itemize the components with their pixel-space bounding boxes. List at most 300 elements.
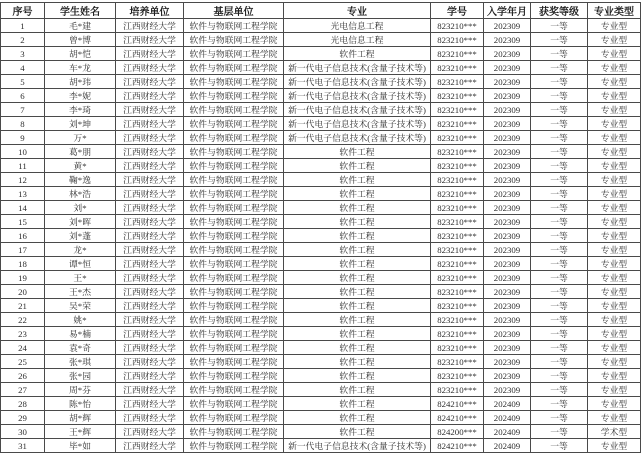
cell: 专业型 bbox=[588, 327, 641, 341]
cell: 823210*** bbox=[431, 159, 484, 173]
cell: 软件与物联网工程学院 bbox=[184, 19, 284, 33]
cell: 刘*晖 bbox=[45, 215, 116, 229]
cell: 202309 bbox=[484, 19, 531, 33]
cell: 学术型 bbox=[588, 425, 641, 439]
header-cell: 获奖等级 bbox=[531, 3, 588, 19]
cell: 一等 bbox=[531, 187, 588, 201]
cell: 软件工程 bbox=[284, 271, 431, 285]
cell: 专业型 bbox=[588, 173, 641, 187]
table-row bbox=[1, 257, 641, 271]
header-cell: 入学年月 bbox=[484, 3, 531, 19]
cell: 软件与物联网工程学院 bbox=[184, 47, 284, 61]
table-row bbox=[1, 201, 641, 215]
cell: 张*园 bbox=[45, 369, 116, 383]
cell: 软件与物联网工程学院 bbox=[184, 215, 284, 229]
table-row bbox=[1, 285, 641, 299]
cell: 专业型 bbox=[588, 215, 641, 229]
cell: 江西财经大学 bbox=[116, 341, 184, 355]
cell: 软件与物联网工程学院 bbox=[184, 131, 284, 145]
table-row bbox=[1, 215, 641, 229]
cell: 专业型 bbox=[588, 47, 641, 61]
cell: 202309 bbox=[484, 243, 531, 257]
table-row bbox=[1, 369, 641, 383]
cell: 李*琦 bbox=[45, 103, 116, 117]
cell: 江西财经大学 bbox=[116, 383, 184, 397]
cell: 824200*** bbox=[431, 425, 484, 439]
cell: 新一代电子信息技术(含量子技术等) bbox=[284, 117, 431, 131]
cell: 一等 bbox=[531, 117, 588, 131]
table-row bbox=[1, 425, 641, 439]
cell: 江西财经大学 bbox=[116, 369, 184, 383]
cell: 823210*** bbox=[431, 285, 484, 299]
cell: 一等 bbox=[531, 47, 588, 61]
cell: 202309 bbox=[484, 285, 531, 299]
cell: 202309 bbox=[484, 327, 531, 341]
cell: 823210*** bbox=[431, 355, 484, 369]
cell: 王* bbox=[45, 271, 116, 285]
cell: 4 bbox=[1, 61, 45, 75]
cell: 软件与物联网工程学院 bbox=[184, 285, 284, 299]
cell: 江西财经大学 bbox=[116, 215, 184, 229]
cell: 江西财经大学 bbox=[116, 75, 184, 89]
cell: 软件工程 bbox=[284, 187, 431, 201]
cell: 6 bbox=[1, 89, 45, 103]
cell: 袁*奇 bbox=[45, 341, 116, 355]
cell: 一等 bbox=[531, 425, 588, 439]
cell: 14 bbox=[1, 201, 45, 215]
cell: 软件与物联网工程学院 bbox=[184, 103, 284, 117]
cell: 3 bbox=[1, 47, 45, 61]
cell: 823210*** bbox=[431, 271, 484, 285]
header-cell: 基层单位 bbox=[184, 3, 284, 19]
cell: 823210*** bbox=[431, 257, 484, 271]
table-row bbox=[1, 271, 641, 285]
cell: 823210*** bbox=[431, 383, 484, 397]
cell: 202309 bbox=[484, 145, 531, 159]
cell: 陈*怡 bbox=[45, 397, 116, 411]
cell: 30 bbox=[1, 425, 45, 439]
cell: 软件与物联网工程学院 bbox=[184, 173, 284, 187]
cell: 软件与物联网工程学院 bbox=[184, 425, 284, 439]
cell: 软件与物联网工程学院 bbox=[184, 411, 284, 425]
cell: 软件与物联网工程学院 bbox=[184, 355, 284, 369]
cell: 202309 bbox=[484, 131, 531, 145]
cell: 202409 bbox=[484, 439, 531, 453]
cell: 一等 bbox=[531, 145, 588, 159]
cell: 7 bbox=[1, 103, 45, 117]
cell: 专业型 bbox=[588, 271, 641, 285]
cell: 823210*** bbox=[431, 341, 484, 355]
cell: 823210*** bbox=[431, 327, 484, 341]
cell: 823210*** bbox=[431, 117, 484, 131]
cell: 202309 bbox=[484, 201, 531, 215]
cell: 王*辉 bbox=[45, 425, 116, 439]
cell: 软件工程 bbox=[284, 355, 431, 369]
cell: 823210*** bbox=[431, 369, 484, 383]
cell: 软件与物联网工程学院 bbox=[184, 271, 284, 285]
cell: 202309 bbox=[484, 173, 531, 187]
table-row bbox=[1, 383, 641, 397]
header-cell: 专业类型 bbox=[588, 3, 641, 19]
cell: 刘*坤 bbox=[45, 117, 116, 131]
cell: 专业型 bbox=[588, 341, 641, 355]
cell: 专业型 bbox=[588, 89, 641, 103]
cell: 软件与物联网工程学院 bbox=[184, 187, 284, 201]
cell: 软件工程 bbox=[284, 425, 431, 439]
cell: 823210*** bbox=[431, 19, 484, 33]
cell: 专业型 bbox=[588, 229, 641, 243]
cell: 一等 bbox=[531, 103, 588, 117]
cell: 江西财经大学 bbox=[116, 19, 184, 33]
cell: 万* bbox=[45, 131, 116, 145]
cell: 专业型 bbox=[588, 117, 641, 131]
cell: 胡*恺 bbox=[45, 47, 116, 61]
cell: 刘*蓬 bbox=[45, 229, 116, 243]
cell: 202309 bbox=[484, 257, 531, 271]
header-cell: 学生姓名 bbox=[45, 3, 116, 19]
cell: 专业型 bbox=[588, 397, 641, 411]
cell: 刘* bbox=[45, 201, 116, 215]
cell: 江西财经大学 bbox=[116, 327, 184, 341]
table-row bbox=[1, 89, 641, 103]
cell: 一等 bbox=[531, 299, 588, 313]
header-cell: 培养单位 bbox=[116, 3, 184, 19]
cell: 10 bbox=[1, 145, 45, 159]
cell: 江西财经大学 bbox=[116, 439, 184, 453]
cell: 光电信息工程 bbox=[284, 19, 431, 33]
cell: 江西财经大学 bbox=[116, 131, 184, 145]
cell: 823210*** bbox=[431, 229, 484, 243]
cell: 龙* bbox=[45, 243, 116, 257]
cell: 专业型 bbox=[588, 439, 641, 453]
cell: 202309 bbox=[484, 299, 531, 313]
table-row bbox=[1, 243, 641, 257]
table-row bbox=[1, 47, 641, 61]
cell: 软件工程 bbox=[284, 47, 431, 61]
header-cell: 学号 bbox=[431, 3, 484, 19]
cell: 专业型 bbox=[588, 131, 641, 145]
cell: 江西财经大学 bbox=[116, 411, 184, 425]
cell: 专业型 bbox=[588, 411, 641, 425]
cell: 一等 bbox=[531, 229, 588, 243]
cell: 李*妮 bbox=[45, 89, 116, 103]
cell: 江西财经大学 bbox=[116, 33, 184, 47]
cell: 新一代电子信息技术(含量子技术等) bbox=[284, 131, 431, 145]
cell: 一等 bbox=[531, 173, 588, 187]
cell: 1 bbox=[1, 19, 45, 33]
cell: 软件与物联网工程学院 bbox=[184, 397, 284, 411]
cell: 22 bbox=[1, 313, 45, 327]
table-row bbox=[1, 33, 641, 47]
cell: 软件工程 bbox=[284, 173, 431, 187]
cell: 823210*** bbox=[431, 131, 484, 145]
table-row bbox=[1, 229, 641, 243]
cell: 202309 bbox=[484, 75, 531, 89]
cell: 823210*** bbox=[431, 47, 484, 61]
cell: 18 bbox=[1, 257, 45, 271]
cell: 软件工程 bbox=[284, 327, 431, 341]
cell: 9 bbox=[1, 131, 45, 145]
cell: 一等 bbox=[531, 257, 588, 271]
cell: 江西财经大学 bbox=[116, 271, 184, 285]
table-row bbox=[1, 313, 641, 327]
cell: 13 bbox=[1, 187, 45, 201]
cell: 江西财经大学 bbox=[116, 103, 184, 117]
cell: 一等 bbox=[531, 327, 588, 341]
cell: 27 bbox=[1, 383, 45, 397]
cell: 202409 bbox=[484, 411, 531, 425]
cell: 823210*** bbox=[431, 201, 484, 215]
cell: 一等 bbox=[531, 131, 588, 145]
cell: 江西财经大学 bbox=[116, 257, 184, 271]
cell: 软件与物联网工程学院 bbox=[184, 117, 284, 131]
cell: 葛*朋 bbox=[45, 145, 116, 159]
cell: 江西财经大学 bbox=[116, 397, 184, 411]
cell: 软件工程 bbox=[284, 299, 431, 313]
cell: 光电信息工程 bbox=[284, 33, 431, 47]
cell: 软件工程 bbox=[284, 215, 431, 229]
cell: 202309 bbox=[484, 271, 531, 285]
cell: 12 bbox=[1, 173, 45, 187]
cell: 软件与物联网工程学院 bbox=[184, 257, 284, 271]
cell: 江西财经大学 bbox=[116, 201, 184, 215]
cell: 20 bbox=[1, 285, 45, 299]
cell: 软件工程 bbox=[284, 201, 431, 215]
table-row bbox=[1, 411, 641, 425]
cell: 一等 bbox=[531, 341, 588, 355]
table-row bbox=[1, 61, 641, 75]
cell: 新一代电子信息技术(含量子技术等) bbox=[284, 103, 431, 117]
cell: 823210*** bbox=[431, 215, 484, 229]
cell: 软件工程 bbox=[284, 159, 431, 173]
cell: 26 bbox=[1, 369, 45, 383]
cell: 软件工程 bbox=[284, 341, 431, 355]
cell: 823210*** bbox=[431, 313, 484, 327]
cell: 202309 bbox=[484, 61, 531, 75]
cell: 软件与物联网工程学院 bbox=[184, 145, 284, 159]
cell: 江西财经大学 bbox=[116, 355, 184, 369]
cell: 一等 bbox=[531, 355, 588, 369]
cell: 周*芬 bbox=[45, 383, 116, 397]
cell: 江西财经大学 bbox=[116, 159, 184, 173]
cell: 5 bbox=[1, 75, 45, 89]
table-row bbox=[1, 187, 641, 201]
table-row bbox=[1, 173, 641, 187]
cell: 软件与物联网工程学院 bbox=[184, 61, 284, 75]
cell: 一等 bbox=[531, 89, 588, 103]
cell: 823210*** bbox=[431, 187, 484, 201]
cell: 202309 bbox=[484, 229, 531, 243]
cell: 软件工程 bbox=[284, 369, 431, 383]
cell: 823210*** bbox=[431, 243, 484, 257]
table-row bbox=[1, 145, 641, 159]
cell: 一等 bbox=[531, 159, 588, 173]
cell: 软件与物联网工程学院 bbox=[184, 201, 284, 215]
cell: 823210*** bbox=[431, 103, 484, 117]
cell: 专业型 bbox=[588, 369, 641, 383]
cell: 专业型 bbox=[588, 187, 641, 201]
cell: 202309 bbox=[484, 383, 531, 397]
cell: 一等 bbox=[531, 383, 588, 397]
cell: 202309 bbox=[484, 117, 531, 131]
cell: 202309 bbox=[484, 159, 531, 173]
cell: 一等 bbox=[531, 313, 588, 327]
cell: 一等 bbox=[531, 19, 588, 33]
cell: 专业型 bbox=[588, 201, 641, 215]
table-row bbox=[1, 439, 641, 453]
header-row bbox=[1, 3, 641, 19]
cell: 毕*如 bbox=[45, 439, 116, 453]
cell: 202309 bbox=[484, 355, 531, 369]
cell: 202309 bbox=[484, 215, 531, 229]
cell: 新一代电子信息技术(含量子技术等) bbox=[284, 89, 431, 103]
table-body bbox=[1, 19, 641, 453]
cell: 江西财经大学 bbox=[116, 173, 184, 187]
cell: 江西财经大学 bbox=[116, 117, 184, 131]
cell: 软件与物联网工程学院 bbox=[184, 313, 284, 327]
cell: 202309 bbox=[484, 47, 531, 61]
cell: 毛*建 bbox=[45, 19, 116, 33]
cell: 一等 bbox=[531, 285, 588, 299]
cell: 江西财经大学 bbox=[116, 47, 184, 61]
cell: 软件与物联网工程学院 bbox=[184, 243, 284, 257]
cell: 823210*** bbox=[431, 145, 484, 159]
cell: 软件与物联网工程学院 bbox=[184, 439, 284, 453]
cell: 新一代电子信息技术(含量子技术等) bbox=[284, 61, 431, 75]
cell: 专业型 bbox=[588, 299, 641, 313]
header-cell: 序号 bbox=[1, 3, 45, 19]
table-row bbox=[1, 341, 641, 355]
cell: 823210*** bbox=[431, 173, 484, 187]
cell: 江西财经大学 bbox=[116, 145, 184, 159]
cell: 江西财经大学 bbox=[116, 243, 184, 257]
cell: 姚* bbox=[45, 313, 116, 327]
cell: 软件工程 bbox=[284, 313, 431, 327]
cell: 11 bbox=[1, 159, 45, 173]
cell: 202309 bbox=[484, 313, 531, 327]
cell: 专业型 bbox=[588, 257, 641, 271]
cell: 202309 bbox=[484, 369, 531, 383]
cell: 黄* bbox=[45, 159, 116, 173]
cell: 软件与物联网工程学院 bbox=[184, 341, 284, 355]
cell: 软件工程 bbox=[284, 383, 431, 397]
student-award-table bbox=[0, 2, 641, 453]
cell: 软件与物联网工程学院 bbox=[184, 327, 284, 341]
cell: 林*浩 bbox=[45, 187, 116, 201]
cell: 824210*** bbox=[431, 411, 484, 425]
cell: 202409 bbox=[484, 397, 531, 411]
cell: 专业型 bbox=[588, 313, 641, 327]
cell: 软件工程 bbox=[284, 397, 431, 411]
cell: 202309 bbox=[484, 187, 531, 201]
cell: 专业型 bbox=[588, 145, 641, 159]
cell: 江西财经大学 bbox=[116, 61, 184, 75]
cell: 202309 bbox=[484, 89, 531, 103]
table-row bbox=[1, 75, 641, 89]
cell: 专业型 bbox=[588, 75, 641, 89]
cell: 专业型 bbox=[588, 383, 641, 397]
cell: 王*杰 bbox=[45, 285, 116, 299]
cell: 一等 bbox=[531, 61, 588, 75]
cell: 823210*** bbox=[431, 61, 484, 75]
cell: 一等 bbox=[531, 397, 588, 411]
cell: 软件与物联网工程学院 bbox=[184, 229, 284, 243]
cell: 软件与物联网工程学院 bbox=[184, 89, 284, 103]
cell: 一等 bbox=[531, 75, 588, 89]
cell: 软件与物联网工程学院 bbox=[184, 383, 284, 397]
cell: 江西财经大学 bbox=[116, 425, 184, 439]
table-row bbox=[1, 327, 641, 341]
cell: 软件工程 bbox=[284, 257, 431, 271]
cell: 胡*玮 bbox=[45, 75, 116, 89]
cell: 一等 bbox=[531, 243, 588, 257]
table-row bbox=[1, 299, 641, 313]
cell: 软件工程 bbox=[284, 229, 431, 243]
cell: 一等 bbox=[531, 271, 588, 285]
cell: 15 bbox=[1, 215, 45, 229]
cell: 软件与物联网工程学院 bbox=[184, 159, 284, 173]
cell: 29 bbox=[1, 411, 45, 425]
cell: 一等 bbox=[531, 33, 588, 47]
cell: 823210*** bbox=[431, 299, 484, 313]
cell: 23 bbox=[1, 327, 45, 341]
cell: 24 bbox=[1, 341, 45, 355]
cell: 31 bbox=[1, 439, 45, 453]
cell: 202409 bbox=[484, 425, 531, 439]
cell: 一等 bbox=[531, 201, 588, 215]
cell: 824210*** bbox=[431, 397, 484, 411]
cell: 2 bbox=[1, 33, 45, 47]
cell: 江西财经大学 bbox=[116, 187, 184, 201]
cell: 一等 bbox=[531, 369, 588, 383]
cell: 专业型 bbox=[588, 33, 641, 47]
cell: 江西财经大学 bbox=[116, 229, 184, 243]
cell: 谭*恒 bbox=[45, 257, 116, 271]
table-header bbox=[1, 3, 641, 19]
table-row bbox=[1, 355, 641, 369]
cell: 张*琪 bbox=[45, 355, 116, 369]
cell: 江西财经大学 bbox=[116, 313, 184, 327]
cell: 软件工程 bbox=[284, 411, 431, 425]
cell: 鞠*逸 bbox=[45, 173, 116, 187]
cell: 202309 bbox=[484, 33, 531, 47]
cell: 专业型 bbox=[588, 243, 641, 257]
cell: 车*龙 bbox=[45, 61, 116, 75]
cell: 一等 bbox=[531, 439, 588, 453]
cell: 软件与物联网工程学院 bbox=[184, 369, 284, 383]
cell: 江西财经大学 bbox=[116, 299, 184, 313]
cell: 28 bbox=[1, 397, 45, 411]
cell: 202309 bbox=[484, 341, 531, 355]
table-row bbox=[1, 131, 641, 145]
cell: 软件与物联网工程学院 bbox=[184, 33, 284, 47]
cell: 软件工程 bbox=[284, 243, 431, 257]
cell: 专业型 bbox=[588, 103, 641, 117]
cell: 江西财经大学 bbox=[116, 89, 184, 103]
table-row bbox=[1, 19, 641, 33]
table-row bbox=[1, 117, 641, 131]
cell: 专业型 bbox=[588, 285, 641, 299]
table-row bbox=[1, 397, 641, 411]
table-row bbox=[1, 103, 641, 117]
cell: 专业型 bbox=[588, 19, 641, 33]
cell: 江西财经大学 bbox=[116, 285, 184, 299]
cell: 824210*** bbox=[431, 439, 484, 453]
cell: 17 bbox=[1, 243, 45, 257]
cell: 易*楠 bbox=[45, 327, 116, 341]
cell: 新一代电子信息技术(含量子技术等) bbox=[284, 439, 431, 453]
cell: 823210*** bbox=[431, 89, 484, 103]
